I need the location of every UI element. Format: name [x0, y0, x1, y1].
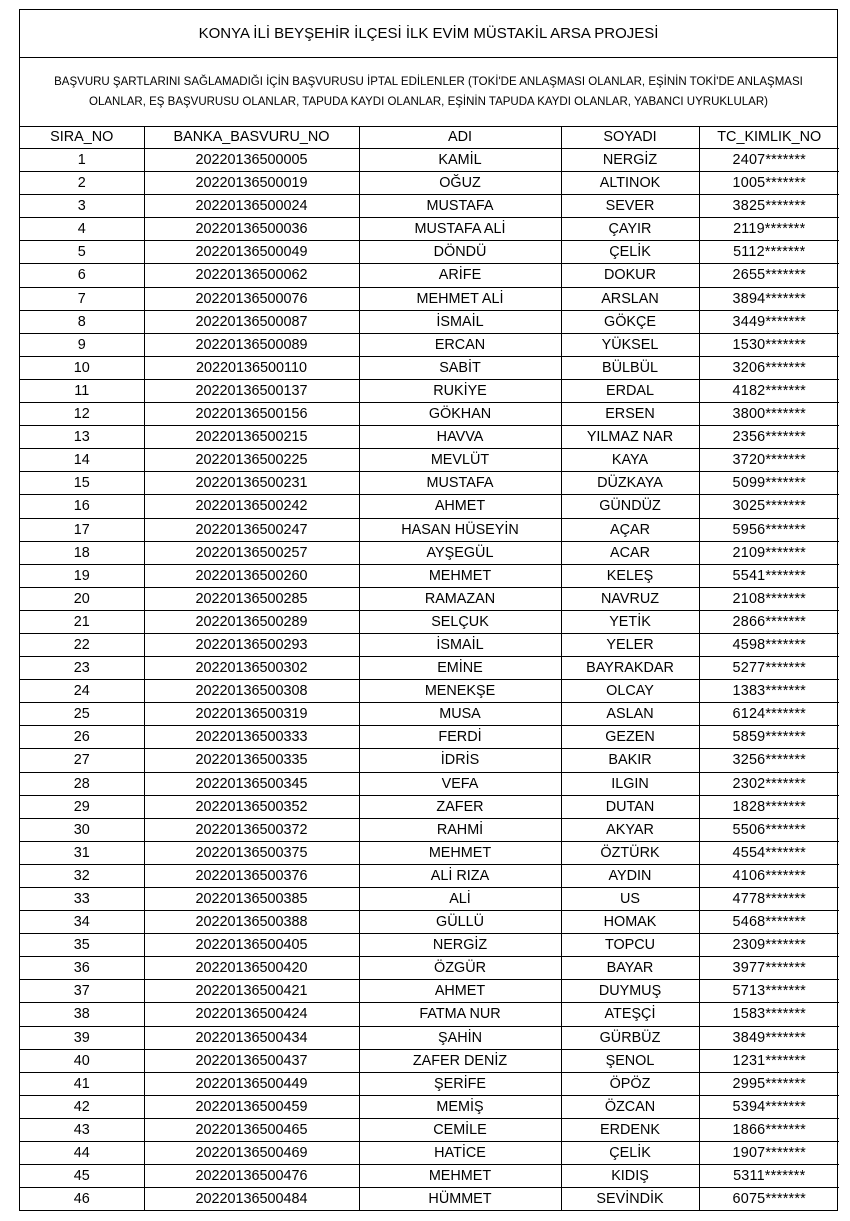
table-row [20, 888, 839, 911]
table-row [20, 1003, 839, 1026]
table-row [20, 403, 839, 426]
cell-soyadi: GÖKÇE [561, 310, 699, 333]
cell-soyadi: GÜRBÜZ [561, 1026, 699, 1049]
table-row [20, 911, 839, 934]
cell-soyadi: KAYA [561, 449, 699, 472]
cell-soyadi: ÖZCAN [561, 1095, 699, 1118]
cell-banka-basvuru-no: 20220136500062 [144, 264, 359, 287]
cell-tc-kimlik-no: 1530******* [699, 333, 839, 356]
cell-banka-basvuru-no: 20220136500247 [144, 518, 359, 541]
cell-adi: MUSA [359, 703, 561, 726]
cell-soyadi: NERGİZ [561, 149, 699, 172]
cell-tc-kimlik-no: 5506******* [699, 818, 839, 841]
cell-sira-no: 23 [20, 657, 144, 680]
cell-sira-no: 9 [20, 333, 144, 356]
cell-tc-kimlik-no: 5859******* [699, 726, 839, 749]
cell-adi: HÜMMET [359, 1188, 561, 1211]
cell-banka-basvuru-no: 20220136500049 [144, 241, 359, 264]
cell-soyadi: ACAR [561, 541, 699, 564]
table-row [20, 495, 839, 518]
cell-sira-no: 17 [20, 518, 144, 541]
cell-banka-basvuru-no: 20220136500333 [144, 726, 359, 749]
cell-soyadi: DUTAN [561, 795, 699, 818]
cell-banka-basvuru-no: 20220136500484 [144, 1188, 359, 1211]
cell-adi: FATMA NUR [359, 1003, 561, 1026]
table-row [20, 241, 839, 264]
cell-banka-basvuru-no: 20220136500420 [144, 957, 359, 980]
cell-adi: ZAFER [359, 795, 561, 818]
cell-adi: DÖNDÜ [359, 241, 561, 264]
cell-tc-kimlik-no: 6075******* [732, 1191, 806, 1208]
table-row [20, 934, 839, 957]
cell-sira-no: 33 [20, 888, 144, 911]
cell-banka-basvuru-no: 20220136500156 [144, 403, 359, 426]
cell-sira-no: 34 [20, 911, 144, 934]
table-row [20, 379, 839, 402]
cell-tc-kimlik-no: 1583******* [699, 1003, 839, 1026]
cell-banka-basvuru-no: 20220136500302 [144, 657, 359, 680]
cell-sira-no: 8 [20, 310, 144, 333]
cell-adi: ERCAN [359, 333, 561, 356]
cell-adi: GÜLLÜ [359, 911, 561, 934]
cell-soyadi: ASLAN [561, 703, 699, 726]
cell-tc-kimlik-no: 2995******* [699, 1072, 839, 1095]
cell-adi: RAHMİ [359, 818, 561, 841]
table-row [20, 864, 839, 887]
cell-tc-kimlik-no: 3894******* [699, 287, 839, 310]
cell-banka-basvuru-no: 20220136500345 [144, 772, 359, 795]
cell-adi: EMİNE [359, 657, 561, 680]
table-row [20, 1095, 839, 1118]
header-adi: ADI [359, 127, 561, 149]
cell-tc-kimlik-no: 4182******* [699, 379, 839, 402]
cell-adi: KAMİL [359, 149, 561, 172]
table-row [20, 1049, 839, 1072]
table-row [20, 264, 839, 287]
cell-banka-basvuru-no: 20220136500087 [144, 310, 359, 333]
header-sira-no: SIRA_NO [20, 127, 144, 149]
table-row [20, 610, 839, 633]
cell-soyadi: OLCAY [561, 680, 699, 703]
cell-tc-kimlik-no: 2108******* [699, 587, 839, 610]
table-row [20, 218, 839, 241]
cell-banka-basvuru-no: 20220136500308 [144, 680, 359, 703]
cell-soyadi: NAVRUZ [561, 587, 699, 610]
cell-sira-no: 5 [20, 241, 144, 264]
cell-soyadi: GÜNDÜZ [561, 495, 699, 518]
document-title: KONYA İLİ BEYŞEHİR İLÇESİ İLK EVİM MÜSTAKİL ARSA PROJESİ [20, 10, 837, 58]
cell-sira-no: 41 [20, 1072, 144, 1095]
cell-adi: FERDİ [359, 726, 561, 749]
table-row [20, 1142, 839, 1165]
cell-sira-no: 6 [20, 264, 144, 287]
cell-soyadi: ÇAYIR [561, 218, 699, 241]
cell-sira-no: 18 [20, 541, 144, 564]
cell-adi: ŞAHİN [359, 1026, 561, 1049]
cell-sira-no: 2 [20, 172, 144, 195]
cell-soyadi: DUYMUŞ [561, 980, 699, 1003]
cell-tc-kimlik-no: 6124******* [699, 703, 839, 726]
cell-sira-no: 13 [20, 426, 144, 449]
cell-tc-kimlik-no: 5713******* [699, 980, 839, 1003]
table-row [20, 703, 839, 726]
cell-adi: AHMET [359, 980, 561, 1003]
cell-tc-kimlik-no: 3025******* [699, 495, 839, 518]
table-row [20, 1118, 839, 1141]
cell-banka-basvuru-no: 20220136500434 [144, 1026, 359, 1049]
cell-adi: ŞERİFE [359, 1072, 561, 1095]
cell-banka-basvuru-no: 20220136500293 [144, 633, 359, 656]
cell-banka-basvuru-no: 20220136500215 [144, 426, 359, 449]
cell-adi: HATİCE [359, 1142, 561, 1165]
table-row [20, 541, 839, 564]
cell-banka-basvuru-no: 20220136500110 [144, 356, 359, 379]
cell-soyadi: SEVİNDİK [561, 1188, 699, 1211]
cell-adi: İSMAİL [359, 310, 561, 333]
cell-banka-basvuru-no: 20220136500257 [144, 541, 359, 564]
cell-banka-basvuru-no: 20220136500352 [144, 795, 359, 818]
cell-sira-no: 38 [20, 1003, 144, 1026]
cell-sira-no: 19 [20, 564, 144, 587]
table-row [20, 1165, 839, 1188]
table-row [20, 310, 839, 333]
table-row [20, 772, 839, 795]
cell-soyadi: BAYRAKDAR [561, 657, 699, 680]
table-row [20, 356, 839, 379]
cell-banka-basvuru-no: 20220136500405 [144, 934, 359, 957]
cell-adi: İDRİS [359, 749, 561, 772]
cell-soyadi: ARSLAN [561, 287, 699, 310]
cell-adi: RUKİYE [359, 379, 561, 402]
cell-soyadi: DÜZKAYA [561, 472, 699, 495]
cell-soyadi: SEVER [561, 195, 699, 218]
cell-adi: HAVVA [359, 426, 561, 449]
cell-adi: ARİFE [359, 264, 561, 287]
table-row [20, 426, 839, 449]
cell-adi: MEVLÜT [359, 449, 561, 472]
cell-sira-no: 20 [20, 587, 144, 610]
cell-tc-kimlik-no: 1907******* [699, 1142, 839, 1165]
cell-tc-kimlik-no: 5394******* [699, 1095, 839, 1118]
cell-sira-no: 3 [20, 195, 144, 218]
cell-sira-no: 45 [20, 1165, 144, 1188]
cell-tc-kimlik-no: 3720******* [699, 449, 839, 472]
cell-tc-kimlik-no: 5112******* [699, 241, 839, 264]
cell-adi: MUSTAFA [359, 195, 561, 218]
cell-adi: MEHMET [359, 841, 561, 864]
cell-tc-kimlik-no: 3825******* [699, 195, 839, 218]
cell-adi: MEHMET [359, 1165, 561, 1188]
cell-banka-basvuru-no: 20220136500319 [144, 703, 359, 726]
cell-banka-basvuru-no: 20220136500137 [144, 379, 359, 402]
cell-tc-kimlik-no: 3449******* [699, 310, 839, 333]
cell-soyadi: YETİK [561, 610, 699, 633]
cell-banka-basvuru-no: 20220136500242 [144, 495, 359, 518]
table-row [20, 149, 839, 172]
cell-banka-basvuru-no: 20220136500465 [144, 1118, 359, 1141]
cell-banka-basvuru-no: 20220136500469 [144, 1142, 359, 1165]
cell-sira-no: 22 [20, 633, 144, 656]
cell-tc-kimlik-no: 4598******* [699, 633, 839, 656]
cell-banka-basvuru-no: 20220136500372 [144, 818, 359, 841]
cell-sira-no: 12 [20, 403, 144, 426]
cell-soyadi: ÇELİK [561, 241, 699, 264]
table-row [20, 472, 839, 495]
cell-adi: MUSTAFA [359, 472, 561, 495]
cell-soyadi: ÖZTÜRK [561, 841, 699, 864]
cell-tc-kimlik-no: 2109******* [699, 541, 839, 564]
cell-adi: AHMET [359, 495, 561, 518]
cell-soyadi: AYDIN [561, 864, 699, 887]
cell-soyadi: BAYAR [561, 957, 699, 980]
table-row [20, 633, 839, 656]
cell-tc-kimlik-no: 2119******* [699, 218, 839, 241]
cell-banka-basvuru-no: 20220136500260 [144, 564, 359, 587]
cell-sira-no: 37 [20, 980, 144, 1003]
cell-tc-kimlik-no: 1828******* [699, 795, 839, 818]
cell-tc-kimlik-no: 1383******* [699, 680, 839, 703]
table-row [20, 333, 839, 356]
header-banka-basvuru-no: BANKA_BASVURU_NO [144, 127, 359, 149]
cell-tc-kimlik-no: 2356******* [699, 426, 839, 449]
cell-tc-kimlik-no: 3800******* [699, 403, 839, 426]
cell-sira-no: 7 [20, 287, 144, 310]
cell-soyadi: ERDAL [561, 379, 699, 402]
cell-banka-basvuru-no: 20220136500424 [144, 1003, 359, 1026]
cell-adi: AYŞEGÜL [359, 541, 561, 564]
cell-sira-no: 30 [20, 818, 144, 841]
cell-tc-kimlik-no: 5541******* [699, 564, 839, 587]
cell-soyadi: YILMAZ NAR [561, 426, 699, 449]
table-row [20, 172, 839, 195]
cell-banka-basvuru-no: 20220136500388 [144, 911, 359, 934]
cell-soyadi: KELEŞ [561, 564, 699, 587]
cell-sira-no: 16 [20, 495, 144, 518]
table-row [20, 726, 839, 749]
cell-tc-kimlik-no: 1866******* [699, 1118, 839, 1141]
cell-adi: ALİ RIZA [359, 864, 561, 887]
cell-adi: MEHMET ALİ [359, 287, 561, 310]
cell-sira-no: 40 [20, 1049, 144, 1072]
cell-sira-no: 21 [20, 610, 144, 633]
table-header-row [20, 127, 839, 149]
cell-banka-basvuru-no: 20220136500476 [144, 1165, 359, 1188]
cell-adi: MEHMET [359, 564, 561, 587]
cell-tc-kimlik-no: 2866******* [699, 610, 839, 633]
cell-tc-kimlik-no: 4106******* [699, 864, 839, 887]
table-row [20, 749, 839, 772]
cell-banka-basvuru-no: 20220136500005 [144, 149, 359, 172]
table-row [20, 795, 839, 818]
cell-sira-no: 15 [20, 472, 144, 495]
cell-banka-basvuru-no: 20220136500289 [144, 610, 359, 633]
cell-sira-no: 1 [20, 149, 144, 172]
cell-adi: MEMİŞ [359, 1095, 561, 1118]
cell-banka-basvuru-no: 20220136500421 [144, 980, 359, 1003]
cell-soyadi: HOMAK [561, 911, 699, 934]
cell-sira-no: 43 [20, 1118, 144, 1141]
table-row [20, 564, 839, 587]
cell-sira-no: 14 [20, 449, 144, 472]
cell-banka-basvuru-no: 20220136500459 [144, 1095, 359, 1118]
cell-soyadi: AKYAR [561, 818, 699, 841]
table-row [20, 980, 839, 1003]
header-tc-kimlik-no: TC_KIMLIK_NO [699, 127, 839, 149]
cell-adi: OĞUZ [359, 172, 561, 195]
table-row [20, 1026, 839, 1049]
cell-adi: SABİT [359, 356, 561, 379]
cell-sira-no: 31 [20, 841, 144, 864]
header-soyadi: SOYADI [561, 127, 699, 149]
cell-sira-no: 27 [20, 749, 144, 772]
cell-adi: VEFA [359, 772, 561, 795]
cell-tc-kimlik-no: 4778******* [699, 888, 839, 911]
cell-soyadi: GEZEN [561, 726, 699, 749]
cell-soyadi: ERSEN [561, 403, 699, 426]
cell-soyadi: YÜKSEL [561, 333, 699, 356]
table-row [20, 680, 839, 703]
cell-sira-no: 42 [20, 1095, 144, 1118]
cell-tc-kimlik-no: 2302******* [699, 772, 839, 795]
cell-tc-kimlik-no: 5311******* [699, 1165, 839, 1188]
cell-adi: CEMİLE [359, 1118, 561, 1141]
cell-soyadi: ALTINOK [561, 172, 699, 195]
table-row [20, 841, 839, 864]
cell-soyadi: AÇAR [561, 518, 699, 541]
cell-soyadi: BAKIR [561, 749, 699, 772]
cell-banka-basvuru-no: 20220136500385 [144, 888, 359, 911]
cell-tc-kimlik-no: 5956******* [699, 518, 839, 541]
cell-soyadi: TOPCU [561, 934, 699, 957]
cell-sira-no: 28 [20, 772, 144, 795]
cell-sira-no: 32 [20, 864, 144, 887]
cell-sira-no: 11 [20, 379, 144, 402]
cell-tc-kimlik-no: 2407******* [699, 149, 839, 172]
applicant-table [20, 127, 839, 1210]
cell-sira-no: 46 [20, 1188, 144, 1211]
cell-tc-kimlik-no: 3849******* [699, 1026, 839, 1049]
cell-sira-no: 26 [20, 726, 144, 749]
cell-soyadi: YELER [561, 633, 699, 656]
cell-adi: MENEKŞE [359, 680, 561, 703]
cell-soyadi: ILGIN [561, 772, 699, 795]
cell-sira-no: 24 [20, 680, 144, 703]
cell-tc-kimlik-no: 5099******* [699, 472, 839, 495]
cell-tc-kimlik-no: 1231******* [699, 1049, 839, 1072]
cell-banka-basvuru-no: 20220136500335 [144, 749, 359, 772]
cell-tc-kimlik-no: 3256******* [699, 749, 839, 772]
cell-banka-basvuru-no: 20220136500019 [144, 172, 359, 195]
cell-tc-kimlik-no: 4554******* [699, 841, 839, 864]
table-row [20, 195, 839, 218]
cell-banka-basvuru-no: 20220136500225 [144, 449, 359, 472]
cell-sira-no: 4 [20, 218, 144, 241]
cell-soyadi: US [561, 888, 699, 911]
cell-banka-basvuru-no: 20220136500437 [144, 1049, 359, 1072]
cell-soyadi: BÜLBÜL [561, 356, 699, 379]
cell-banka-basvuru-no: 20220136500036 [144, 218, 359, 241]
cell-soyadi: ERDENK [561, 1118, 699, 1141]
cell-tc-kimlik-no: 5468******* [699, 911, 839, 934]
table-row [20, 818, 839, 841]
table-body [20, 149, 839, 1211]
cell-adi: MUSTAFA ALİ [359, 218, 561, 241]
cell-sira-no: 10 [20, 356, 144, 379]
cell-adi: RAMAZAN [359, 587, 561, 610]
cell-soyadi: ÖPÖZ [561, 1072, 699, 1095]
table-row [20, 1072, 839, 1095]
cell-tc-kimlik-no: 2655******* [699, 264, 839, 287]
cell-adi: NERGİZ [359, 934, 561, 957]
cell-sira-no: 36 [20, 957, 144, 980]
cell-banka-basvuru-no: 20220136500231 [144, 472, 359, 495]
cell-tc-kimlik-no: 3977******* [699, 957, 839, 980]
cell-adi: HASAN HÜSEYİN [359, 518, 561, 541]
cell-tc-kimlik-no: 5277******* [699, 657, 839, 680]
cell-soyadi: ŞENOL [561, 1049, 699, 1072]
cell-adi: ALİ [359, 888, 561, 911]
cell-sira-no: 39 [20, 1026, 144, 1049]
cell-banka-basvuru-no: 20220136500285 [144, 587, 359, 610]
cell-soyadi: ÇELİK [561, 1142, 699, 1165]
cell-tc-kimlik-no: 2309******* [699, 934, 839, 957]
cell-adi: SELÇUK [359, 610, 561, 633]
cell-adi: ZAFER DENİZ [359, 1049, 561, 1072]
cell-soyadi: DOKUR [561, 264, 699, 287]
cell-adi: ÖZGÜR [359, 957, 561, 980]
table-row [20, 657, 839, 680]
cell-banka-basvuru-no: 20220136500375 [144, 841, 359, 864]
cell-sira-no: 29 [20, 795, 144, 818]
cell-sira-no: 25 [20, 703, 144, 726]
table-row [20, 518, 839, 541]
cell-adi: İSMAİL [359, 633, 561, 656]
cell-banka-basvuru-no: 20220136500089 [144, 333, 359, 356]
cell-banka-basvuru-no: 20220136500024 [144, 195, 359, 218]
document-sheet [19, 9, 838, 1211]
cell-soyadi: ATEŞÇİ [561, 1003, 699, 1026]
cell-adi: GÖKHAN [359, 403, 561, 426]
table-row [20, 1188, 839, 1211]
table-row [20, 587, 839, 610]
table-row [20, 287, 839, 310]
cell-sira-no: 35 [20, 934, 144, 957]
cell-tc-kimlik-no: 1005******* [699, 172, 839, 195]
cell-banka-basvuru-no: 20220136500376 [144, 864, 359, 887]
cell-soyadi: KIDIŞ [561, 1165, 699, 1188]
cell-tc-kimlik-no: 3206******* [699, 356, 839, 379]
cancellation-note: BAŞVURU ŞARTLARINI SAĞLAMADIĞI İÇİN BAŞVURUSU İPTAL EDİLENLER (TOKİ'DE ANLAŞMASI OLANLAR, EŞİNİN TOKİ'DE ANLAŞMASI OLANLAR, EŞ BAŞVURUSU OLANLAR, TAPUDA KAYDI OLANLAR, EŞİNİN TAPUDA KAYDI OLANLAR, YABANCI UYRUKLULAR) [20, 58, 837, 127]
table-row [20, 449, 839, 472]
cell-sira-no: 44 [20, 1142, 144, 1165]
cell-banka-basvuru-no: 20220136500076 [144, 287, 359, 310]
table-row [20, 957, 839, 980]
cell-banka-basvuru-no: 20220136500449 [144, 1072, 359, 1095]
